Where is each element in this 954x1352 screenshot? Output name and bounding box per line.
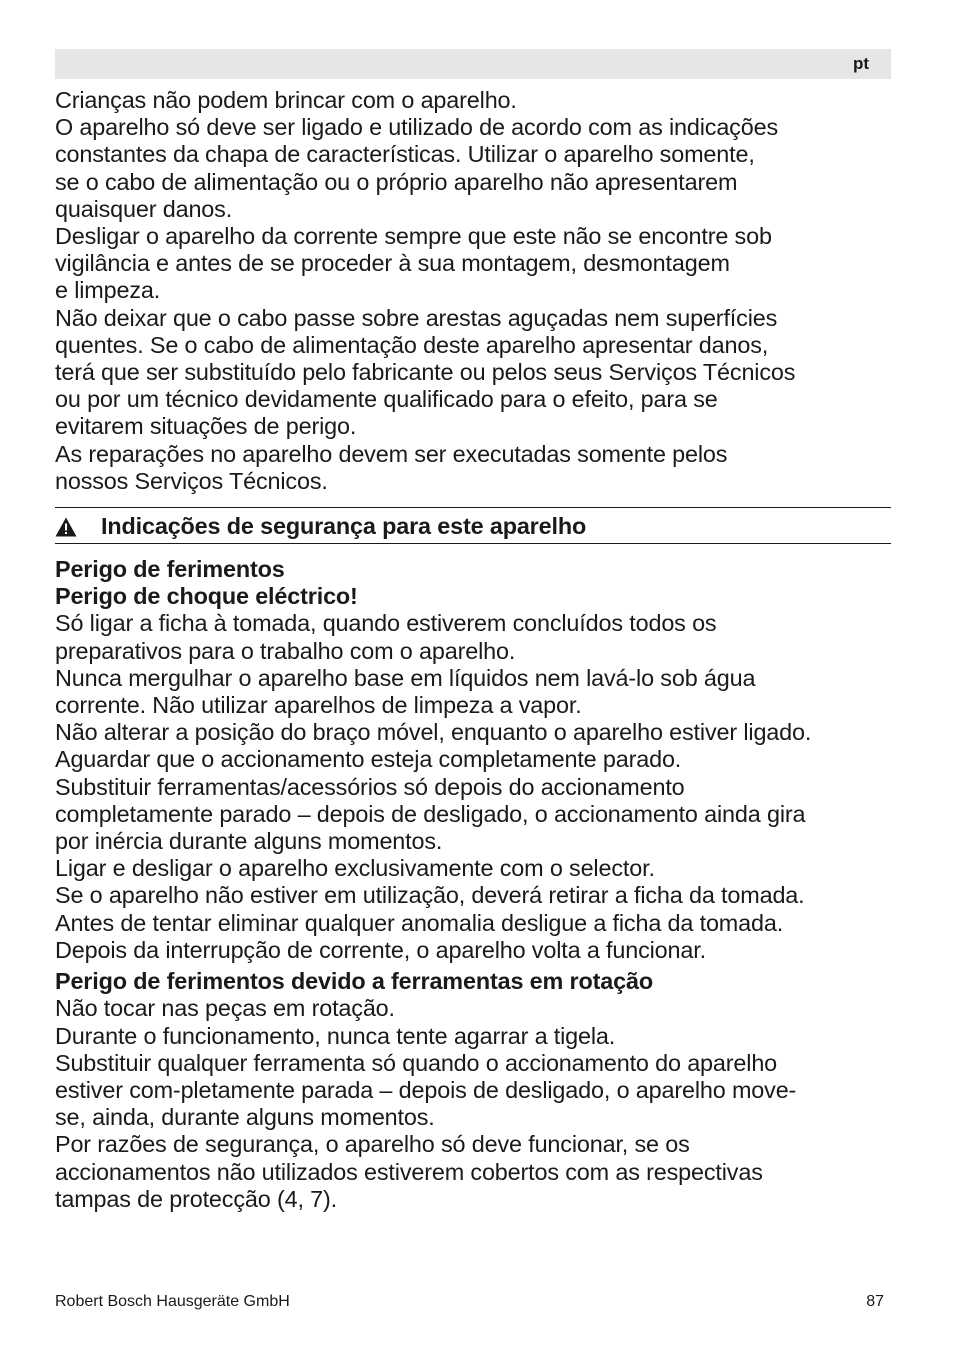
rotating-tools-heading: Perigo de ferimentos devido a ferramentas em rotação <box>55 968 653 995</box>
page-header-bar <box>55 49 891 79</box>
electric-shock-heading: Perigo de choque eléctrico! <box>55 583 358 610</box>
footer-page-number: 87 <box>866 1293 884 1310</box>
section-title: Indicações de segurança para este aparelho <box>101 513 587 540</box>
page-content <box>55 87 905 1213</box>
intro-paragraph: Crianças não podem brincar com o aparelho. O aparelho só deve ser ligado e utilizado de acordo com as indicações constantes da chapa de características. Utilizar o aparelho somente, se o cabo de alimentação ou o próprio aparelho não apresentarem quaisquer danos. Desligar o aparelho da corrente sempre que este não se encontre sob vigilância e antes de se proceder à sua montagem, desmontagem e limpeza. Não deixar que o cabo passe sobre arestas aguçadas nem superfícies quentes. Se o cabo de alimentação deste aparelho apresentar danos, terá que ser substituído pelo fabricante ou pelos seus Serviços Técnicos ou por um técnico devidamente qualificado para o efeito, para se evitarem situações de perigo. As reparações no aparelho devem ser executadas somente pelos nossos Serviços Técnicos. <box>55 87 796 494</box>
language-tag: pt <box>852 54 869 73</box>
injury-danger-heading: Perigo de ferimentos <box>55 556 285 583</box>
rotating-tools-text: Não tocar nas peças em rotação. Durante o funcionamento, nunca tente agarrar a tigela. Substituir qualquer ferramenta só quando o accionamento do aparelho estiver com-pletamente parada – depois de desligado, o aparelho move- se, ainda, durante alguns momentos. Por razões de segurança, o aparelho só deve funcionar, se os accionamentos não utilizados estiverem cobertos com as respectivas tampas de protecção (4, 7). <box>55 995 797 1212</box>
electric-shock-text: Só ligar a ficha à tomada, quando estiverem concluídos todos os preparativos para o trabalho com o aparelho. Nunca mergulhar o aparelho base em líquidos nem lavá-lo sob água corrente. Não utilizar aparelhos de limpeza a vapor. Não alterar a posição do braço móvel, enquanto o aparelho estiver ligado. Aguardar que o accionamento esteja completamente parado. Substituir ferramentas/acessórios só depois do accionamento completamente parado – depois de desligado, o accionamento ainda gira por inércia durante alguns momentos. Ligar e desligar o aparelho exclusivamente com o selector. Se o aparelho não estiver em utilização, deverá retirar a ficha da tomada. Antes de tentar eliminar qualquer anomalia desligue a ficha da tomada. Depois da interrupção de corrente, o aparelho volta a funcionar. <box>55 610 812 963</box>
warning-triangle-icon <box>55 517 77 537</box>
footer-company: Robert Bosch Hausgeräte GmbH <box>55 1293 290 1310</box>
section-heading <box>55 507 891 544</box>
